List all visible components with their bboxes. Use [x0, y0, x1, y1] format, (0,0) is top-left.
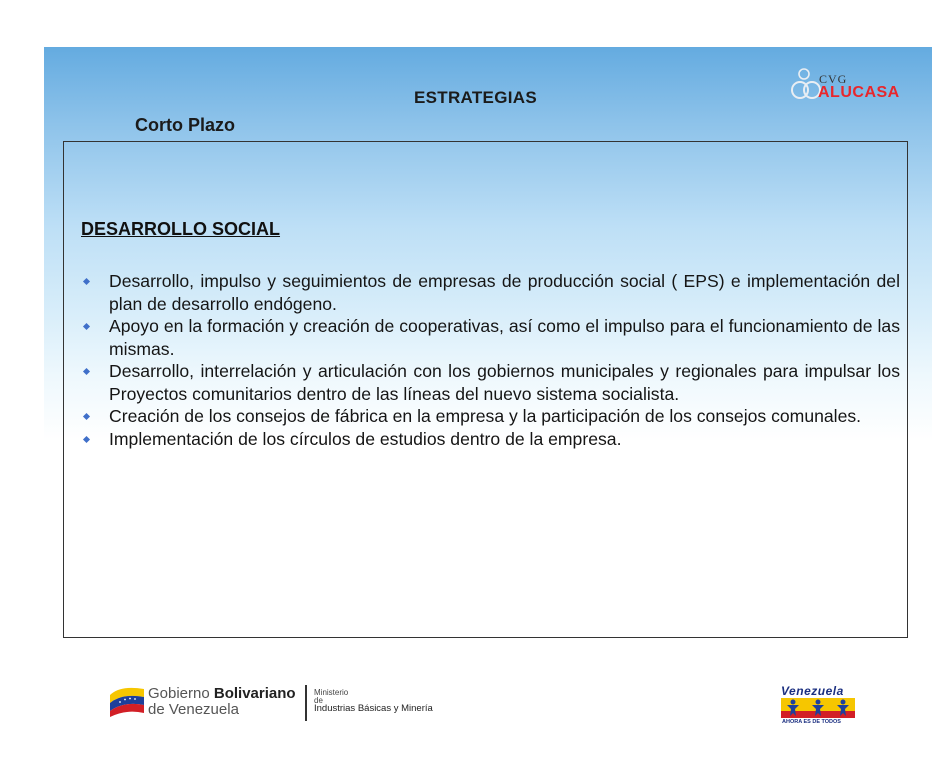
- bullet-text: Desarrollo, interrelación y articulación con los gobiernos municipales y regionales para impulsar los Proyectos comunitarios dentro de las líneas del nuevo sistema socialista.: [109, 361, 900, 404]
- ministerio-text: [314, 689, 433, 713]
- cvg-alucasa-logo: [790, 64, 920, 106]
- list-item: [82, 405, 900, 428]
- list-item: [82, 360, 900, 405]
- gobierno-prefix: Gobierno: [148, 685, 214, 702]
- venezuela-tagline: AHORA ES DE TODOS: [782, 719, 841, 725]
- bullet-text: Desarrollo, impulso y seguimientos de empresas de producción social ( EPS) e implementación del plan de desarrollo endógeno.: [109, 271, 900, 314]
- bullet-icon: [83, 278, 90, 285]
- footer-divider: [305, 685, 307, 721]
- ministerio-line1: Ministerio: [314, 688, 349, 697]
- venezuela-logo-text: Venezuela: [781, 684, 844, 698]
- bullet-text: Implementación de los círculos de estudios dentro de la empresa.: [109, 428, 622, 449]
- logo-name: ALUCASA: [818, 84, 900, 101]
- gobierno-line2: de Venezuela: [148, 701, 239, 718]
- page-title: ESTRATEGIAS: [414, 88, 537, 107]
- gobierno-text: [148, 686, 296, 718]
- bullet-icon: [83, 368, 90, 375]
- bullet-icon: [83, 413, 90, 420]
- bullet-text: Apoyo en la formación y creación de cooperativas, así como el impulso para el funcionamiento de las mismas.: [109, 316, 900, 359]
- list-item: [82, 428, 900, 451]
- people-figures-icon: [781, 698, 855, 718]
- gobierno-bold: Bolivariano: [213, 685, 296, 702]
- content-box: [63, 141, 908, 638]
- section-heading: DESARROLLO SOCIAL: [81, 219, 281, 239]
- list-item: [82, 315, 900, 360]
- bullet-text: Creación de los consejos de fábrica en la empresa y la participación de los consejos comunales.: [109, 406, 862, 426]
- logo-prefix: CVG: [819, 72, 848, 86]
- bullet-icon: [83, 323, 90, 330]
- venezuela-ahora-es-de-todos-logo: [779, 684, 859, 726]
- page-subtitle: Corto Plazo: [135, 115, 236, 135]
- gobierno-bolivariano-logo: [108, 683, 468, 723]
- bullet-icon: [83, 435, 90, 442]
- ministerio-line2: de: [314, 696, 323, 705]
- bullet-list: [82, 270, 900, 450]
- ministerio-name: Industrias Básicas y Minería: [314, 703, 433, 714]
- list-item: [82, 270, 900, 315]
- venezuela-flag-icon: [108, 683, 146, 717]
